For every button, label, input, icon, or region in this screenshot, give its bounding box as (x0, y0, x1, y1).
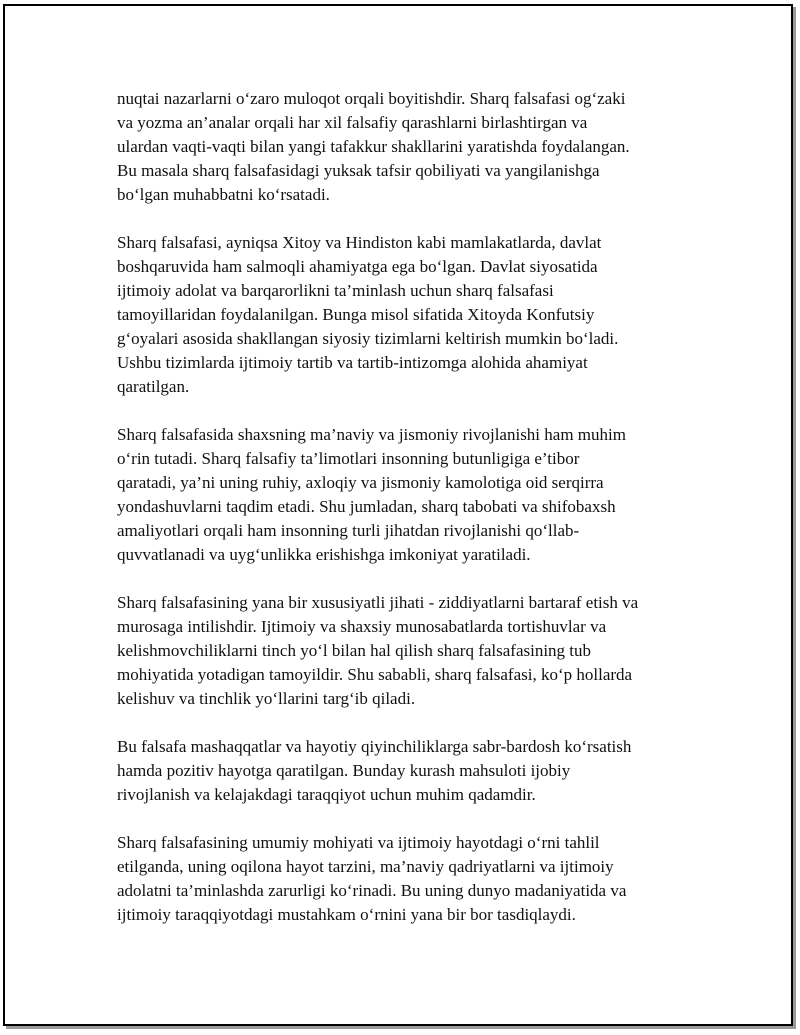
paragraph: nuqtai nazarlarni o‘zaro muloqot orqali boyitishdir. Sharq falsafasi og‘zaki va yozma an’analar orqali har xil falsafiy qarashlarni birlashtirgan va ulardan vaqti-vaqti bilan yangi tafakkur shakllarini yaratishda foydalangan. Bu masala sharq falsafasidagi yuksak tafsir qobiliyati va yangilanishga bo‘lgan muhabbatni ko‘rsatadi. (117, 89, 630, 204)
paragraph: Sharq falsafasining yana bir xususiyatli jihati - ziddiyatlarni bartaraf etish va murosaga intilishdir. Ijtimoiy va shaxsiy munosabatlarda tortishuvlar va kelishmovchiliklarni tinch yo‘l bilan hal qilish sharq falsafasining tub mohiyatida yotadigan tamoyildir. Shu sababli, sharq falsafasi, ko‘p hollarda kelishuv va tinchlik yo‘llarini targ‘ib qiladi. (117, 593, 639, 708)
paragraph: Sharq falsafasida shaxsning ma’naviy va jismoniy rivojlanishi ham muhim o‘rin tutadi. Sharq falsafiy ta’limotlari insonning butunligiga e’tibor qaratadi, ya’ni uning ruhiy, axloqiy va jismoniy kamolotiga oid serqirra yondashuvlarni taqdim etadi. Shu jumladan, sharq tabobati va shifobaxsh amaliyotlari orqali ham insonning turli jihatdan rivojlanishi qo‘llab- quvvatlanadi va uyg‘unlikka erishishga imkoniyat yaratiladi. (117, 425, 626, 564)
paragraph: Bu falsafa mashaqqatlar va hayotiy qiyinchiliklarga sabr-bardosh ko‘rsatish hamda pozitiv hayotga qaratilgan. Bunday kurash mahsuloti ijobiy rivojlanish va kelajakdagi taraqqiyot uchun muhim qadamdir. (117, 737, 632, 804)
paragraph: Sharq falsafasining umumiy mohiyati va ijtimoiy hayotdagi o‘rni tahlil etilganda, uning oqilona hayot tarzini, ma’naviy qadriyatlarni va ijtimoiy adolatni ta’minlashda zarurligi ko‘rinadi. Bu uning dunyo madaniyatida va ijtimoiy taraqqiyotdagi mustahkam o‘rnini yana bir bor tasdiqlaydi. (117, 833, 627, 924)
document-body (117, 87, 707, 927)
paragraph: Sharq falsafasi, ayniqsa Xitoy va Hindiston kabi mamlakatlarda, davlat boshqaruvida ham salmoqli ahamiyatga ega bo‘lgan. Davlat siyosatida ijtimoiy adolat va barqarorlikni ta’minlash uchun sharq falsafasi tamoyillaridan foydalanilgan. Bunga misol sifatida Xitoyda Konfutsiy g‘oyalari asosida shakllangan siyosiy tizimlarni keltirish mumkin bo‘ladi. Ushbu tizimlarda ijtimoiy tartib va tartib-intizomga alohida ahamiyat qaratilgan. (117, 233, 619, 396)
